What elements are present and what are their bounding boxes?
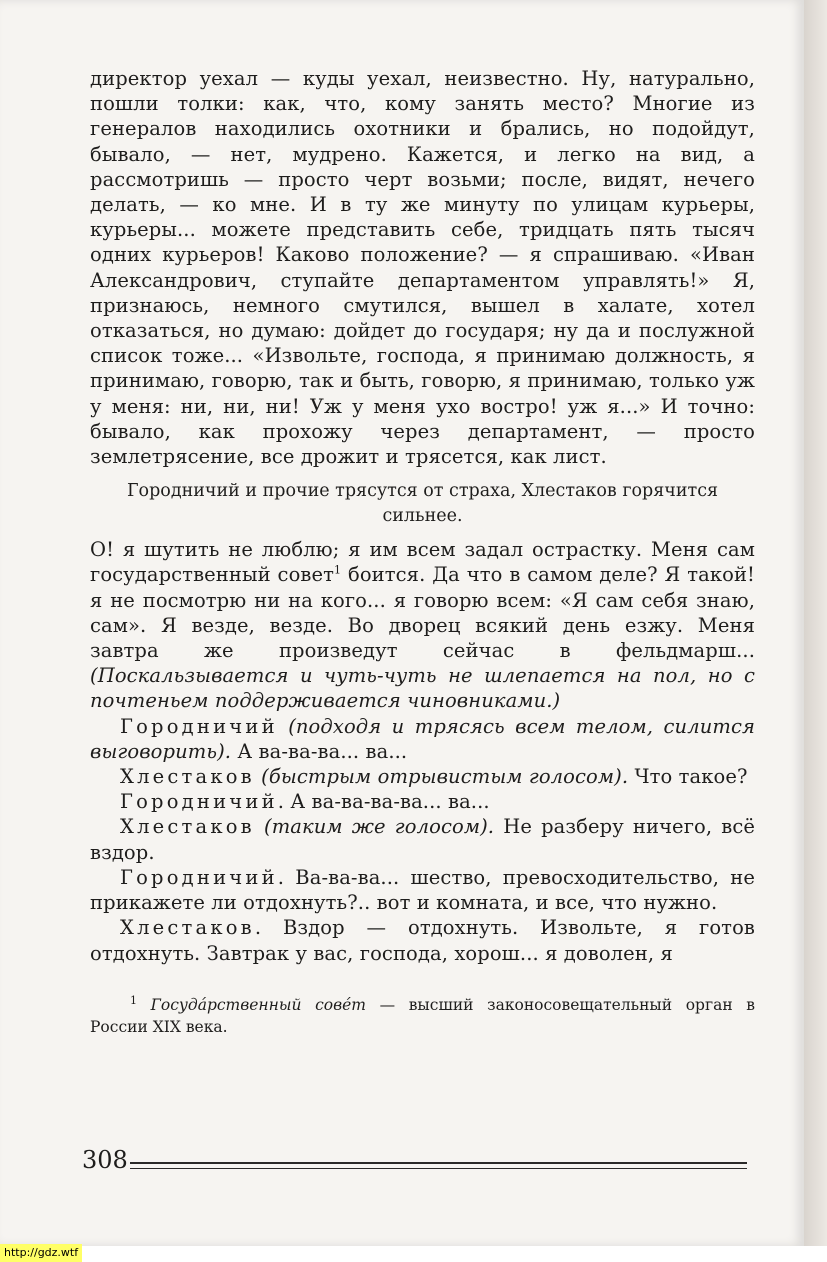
dialogue-line [90, 814, 755, 864]
speaker-direction: (быстрым отрывистым голосом). [261, 765, 629, 789]
speech-text: Что такое? [628, 765, 748, 789]
page-number: 308 [82, 1146, 128, 1174]
footer-rule-thick [130, 1162, 747, 1164]
speaker-name: Городничий [120, 865, 278, 889]
speaker-name: Хлестаков [120, 815, 255, 839]
speech-text: Не разберу ничего, всё вздор. [90, 815, 756, 864]
speaker-name: Хлестаков [120, 765, 255, 789]
dialogue-line [90, 789, 755, 814]
speaker-direction: (подходя и трясясь всем телом, силится выговорить). [90, 714, 755, 763]
speech-text: . Ва-ва-ва... шество, превосходительство, не прикажете ли отдохнуть?.. вот и комната, и все, что нужно. [90, 865, 755, 915]
page-footer [82, 1146, 747, 1176]
speaker-direction: (таким же голосом). [263, 815, 495, 839]
speech-text: . Вздор — отдохнуть. Извольте, я готов отдохнуть. Завтрак у вас, господа, хорош... я доволен, я [90, 916, 755, 965]
footnote [90, 994, 755, 1038]
footnote-number: 1 [130, 993, 137, 1007]
footnote-term: Госуда́рственный сове́т [150, 995, 366, 1014]
boast-text-part2: боится. Да что в самом деле? Я такой! я не посмотрю ни на кого... я говорю всем: «Я сам себя знаю, сам». Я везде, везде. Во дворец всякий день езжу. Меня завтра же произведут сейчас в фельдмарш... [90, 563, 755, 663]
bottom-strip [0, 1246, 827, 1262]
page-edge-shadow [804, 0, 827, 1246]
dialogue-line [90, 764, 755, 789]
page-text [90, 66, 755, 1038]
footnote-definition: — высший законосовещательный орган в России XIX века. [90, 995, 755, 1036]
stage-direction: Городничий и прочие трясутся от страха, Хлестаков горячится сильнее. [126, 481, 719, 527]
paragraph-monologue: директор уехал — куды уехал, неизвестно. Ну, натурально, пошли толки: как, что, кому занять место? Многие из генералов находились охотники и брались, но подойдут, бывало, — нет, мудрено. Кажется, и легко на вид, а рассмотришь — просто черт возьми; после, видят, нечего делать, — ко мне. И в ту же минуту по улицам курьеры, курьеры... можете представить себе, тридцать пять тысяч одних курьеров! Каково положение? — я спрашиваю. «Иван Александрович, ступайте департаментом управлять!» Я, признаюсь, немного смутился, вышел в халате, хотел отказаться, но думаю: дойдет до государя; ну да и послужной список тоже... «Извольте, господа, я принимаю должность, я принимаю, говорю, так и быть, говорю, я принимаю, только уж у меня: ни, ни, ни! Уж у меня ухо востро! уж я...» И точно: бывало, как прохожу через департамент, — просто землетрясение, все дрожит и трясется, как лист. [90, 67, 755, 469]
speech-text: . А ва-ва-ва-ва... ва... [277, 790, 490, 814]
footnote-text [90, 994, 755, 1038]
speech-text: А ва-ва-ва... ва... [231, 739, 408, 763]
speaker-name: Городничий [120, 790, 278, 814]
speaker-name: Городничий [120, 714, 278, 738]
dialogue-line [90, 865, 755, 915]
boast-text-part1: О! я шутить не люблю; я им всем задал острастку. Меня сам государственный совет [90, 538, 755, 587]
dialogue-line [90, 915, 755, 965]
footnote-reference: 1 [334, 563, 342, 577]
speaker-name: Хлестаков [120, 916, 255, 940]
dialogue-line [90, 714, 755, 764]
paragraph-khlestakov-boast [90, 537, 755, 713]
boast-stage-direction: (Поскальзывается и чуть-чуть не шлепается на пол, но с почтеньем поддерживается чиновниками.) [90, 664, 755, 713]
footer-rule-thin [130, 1168, 747, 1169]
watermark-link[interactable]: http://gdz.wtf [0, 1244, 82, 1262]
